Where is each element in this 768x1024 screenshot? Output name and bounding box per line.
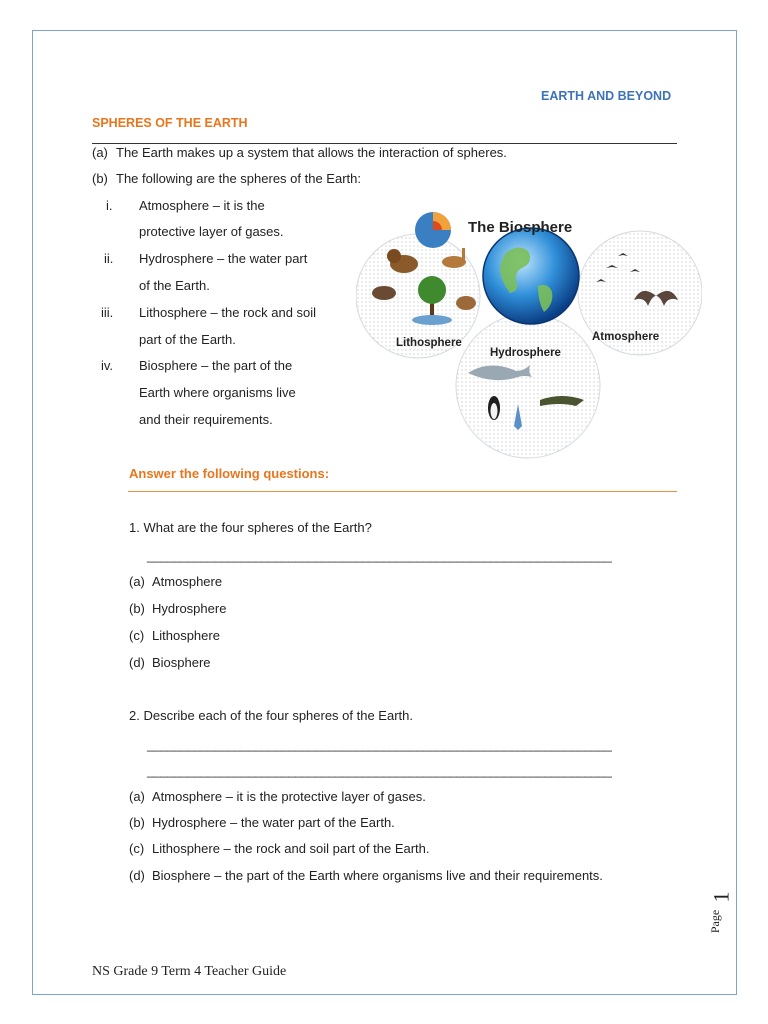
- atmosphere-label: Atmosphere: [592, 331, 660, 343]
- answer-text: Atmosphere – it is the protective layer of gases.: [152, 789, 426, 804]
- answer-marker: (c): [129, 841, 145, 856]
- hydrosphere-circle: [456, 314, 600, 458]
- question-1: 1. What are the four spheres of the Earth?: [129, 520, 372, 535]
- list-item-line: and their requirements.: [139, 412, 273, 427]
- page-number: [708, 891, 748, 938]
- answer-marker: (a): [129, 574, 145, 589]
- list-item-line: part of the Earth.: [139, 332, 236, 347]
- figure-title: The Biosphere: [468, 219, 573, 236]
- page-number-value: 1: [708, 891, 734, 903]
- intro-a-text: The Earth makes up a system that allows the interaction of spheres.: [116, 145, 507, 160]
- answer-marker: (b): [129, 815, 145, 830]
- list-item-line: Atmosphere – it is the: [139, 198, 265, 213]
- list-item-line: Lithosphere – the rock and soil: [139, 305, 317, 320]
- list-item-line: protective layer of gases.: [139, 224, 284, 239]
- question-2: 2. Describe each of the four spheres of the Earth.: [129, 708, 413, 723]
- list-numeral: iii.: [101, 305, 114, 320]
- list-item-line: Biosphere – the part of the: [139, 358, 293, 373]
- answer-text: Hydrosphere: [152, 601, 227, 616]
- biosphere-illustration: [356, 208, 702, 460]
- answer-marker: (b): [129, 601, 145, 616]
- list-numeral: iv.: [101, 358, 114, 373]
- answer-marker: (c): [129, 628, 145, 643]
- answer-text: Biosphere – the part of the Earth where organisms live and their requirements.: [152, 868, 603, 883]
- intro-b-text: The following are the spheres of the Earth:: [116, 171, 361, 186]
- list-numeral: ii.: [104, 251, 114, 266]
- earth-core-icon: [415, 212, 451, 248]
- list-numeral: i.: [106, 198, 113, 213]
- hydrosphere-label: Hydrosphere: [490, 347, 561, 359]
- topic-header: EARTH AND BEYOND: [541, 89, 672, 103]
- answer-text: Hydrosphere – the water part of the Earth.: [152, 815, 395, 830]
- list-item-line: Earth where organisms live: [139, 385, 296, 400]
- section-title: SPHERES OF THE EARTH: [92, 116, 248, 130]
- intro-a-marker: (a): [92, 145, 108, 160]
- earth-globe-icon: [483, 228, 579, 324]
- answer-text: Biosphere: [152, 655, 211, 670]
- lithosphere-label: Lithosphere: [396, 337, 462, 349]
- footer-text: NS Grade 9 Term 4 Teacher Guide: [92, 964, 287, 979]
- list-item-line: of the Earth.: [139, 278, 210, 293]
- answer-text: Lithosphere – the rock and soil part of the Earth.: [152, 841, 430, 856]
- answer-blank-line: _____________________________________________________________________: [147, 737, 612, 752]
- answer-heading: Answer the following questions:: [129, 466, 330, 481]
- biosphere-diagram: [356, 208, 702, 460]
- answer-text: Atmosphere: [152, 574, 223, 589]
- answer-text: Lithosphere: [152, 628, 220, 643]
- title-divider: [92, 143, 677, 144]
- page-word: Page: [708, 909, 723, 934]
- list-item-line: Hydrosphere – the water part: [139, 251, 308, 266]
- answer-blank-line: _____________________________________________________________________: [147, 763, 612, 778]
- answer-blank-line: _____________________________________________________________________: [147, 548, 612, 563]
- answer-marker: (d): [129, 868, 145, 883]
- answer-marker: (d): [129, 655, 145, 670]
- intro-b-marker: (b): [92, 171, 108, 186]
- answer-divider: [128, 491, 677, 492]
- answer-marker: (a): [129, 789, 145, 804]
